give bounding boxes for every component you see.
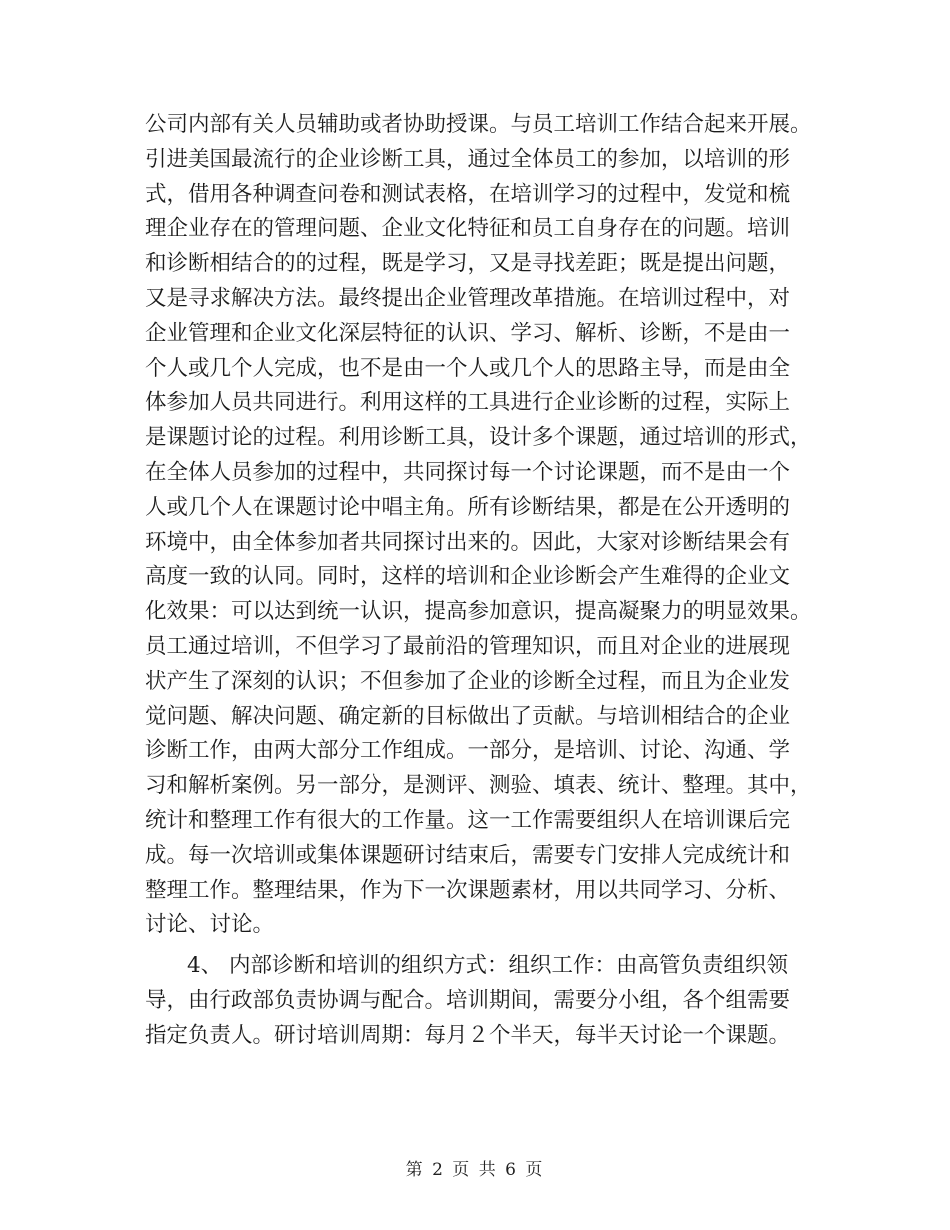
text-line: 在全体人员参加的过程中，共同探讨每一个讨论课题，而不是由一个 bbox=[145, 459, 791, 485]
text-line: 状产生了深刻的认识；不但参加了企业的诊断全过程，而且为企业发 bbox=[145, 668, 791, 694]
page-number-footer: 第 2 页 共 6 页 bbox=[405, 1160, 545, 1180]
text-line: 理企业存在的管理问题、企业文化特征和员工自身存在的问题。培训 bbox=[145, 216, 791, 242]
text-line: 诊断工作，由两大部分工作组成。一部分，是培训、讨论、沟通、学 bbox=[145, 738, 791, 764]
text-line: 导，由行政部负责协调与配合。培训期间，需要分小组，各个组需要 bbox=[145, 987, 791, 1013]
text-line: 觉问题、解决问题、确定新的目标做出了贡献。与培训相结合的企业 bbox=[145, 703, 791, 729]
text-line: 公司内部有关人员辅助或者协助授课。与员工培训工作结合起来开展。 bbox=[145, 112, 812, 137]
text-line: 又是寻求解决方法。最终提出企业管理改革措施。在培训过程中，对 bbox=[145, 285, 791, 311]
text-line: 讨论、讨论。 bbox=[145, 912, 275, 938]
text-line: 和诊断相结合的的过程，既是学习，又是寻找差距；既是提出问题， bbox=[145, 251, 791, 277]
text-line: 统计和整理工作有很大的工作量。这一工作需要组织人在培训课后完 bbox=[145, 807, 791, 833]
paragraph-1 bbox=[145, 108, 815, 943]
text-line: 是课题讨论的过程。利用诊断工具，设计多个课题，通过培训的形式， bbox=[145, 425, 812, 451]
text-line: 个人或几个人完成，也不是由一个人或几个人的思路主导，而是由全 bbox=[145, 355, 791, 381]
text-line: 员工通过培训，不但学习了最前沿的管理知识，而且对企业的进展现 bbox=[145, 633, 791, 659]
text-line: 高度一致的认同。同时，这样的培训和企业诊断会产生难得的企业文 bbox=[145, 564, 791, 590]
text-line: 习和解析案例。另一部分，是测评、测验、填表、统计、整理。其中， bbox=[145, 773, 812, 799]
text-line: 人或几个人在课题讨论中唱主角。所有诊断结果，都是在公开透明的 bbox=[145, 494, 791, 520]
text-line: 式，借用各种调查问卷和测试表格，在培训学习的过程中，发觉和梳 bbox=[145, 181, 791, 207]
text-line: 整理工作。整理结果，作为下一次课题素材，用以共同学习、分析、 bbox=[145, 877, 791, 903]
text-line: 指定负责人。研讨培训周期：每月２个半天，每半天讨论一个课题。 bbox=[145, 1022, 791, 1048]
text-line: 引进美国最流行的企业诊断工具，通过全体员工的参加，以培训的形 bbox=[145, 146, 791, 172]
text-line: 企业管理和企业文化深层特征的认识、学习、解析、诊断，不是由一 bbox=[145, 320, 791, 346]
text-line: 环境中，由全体参加者共同探讨出来的。因此，大家对诊断结果会有 bbox=[145, 529, 791, 555]
paragraph-2 bbox=[145, 949, 815, 1053]
document-body bbox=[145, 108, 815, 1054]
text-line: 体参加人员共同进行。利用这样的工具进行企业诊断的过程，实际上 bbox=[145, 390, 791, 416]
text-line: 成。每一次培训或集体课题研讨结束后，需要专门安排人完成统计和 bbox=[145, 842, 791, 868]
text-line: 4、 内部诊断和培训的组织方式：组织工作：由高管负责组织领 bbox=[187, 953, 789, 979]
text-line: 化效果：可以达到统一认识，提高参加意识，提高凝聚力的明显效果。 bbox=[145, 599, 812, 625]
